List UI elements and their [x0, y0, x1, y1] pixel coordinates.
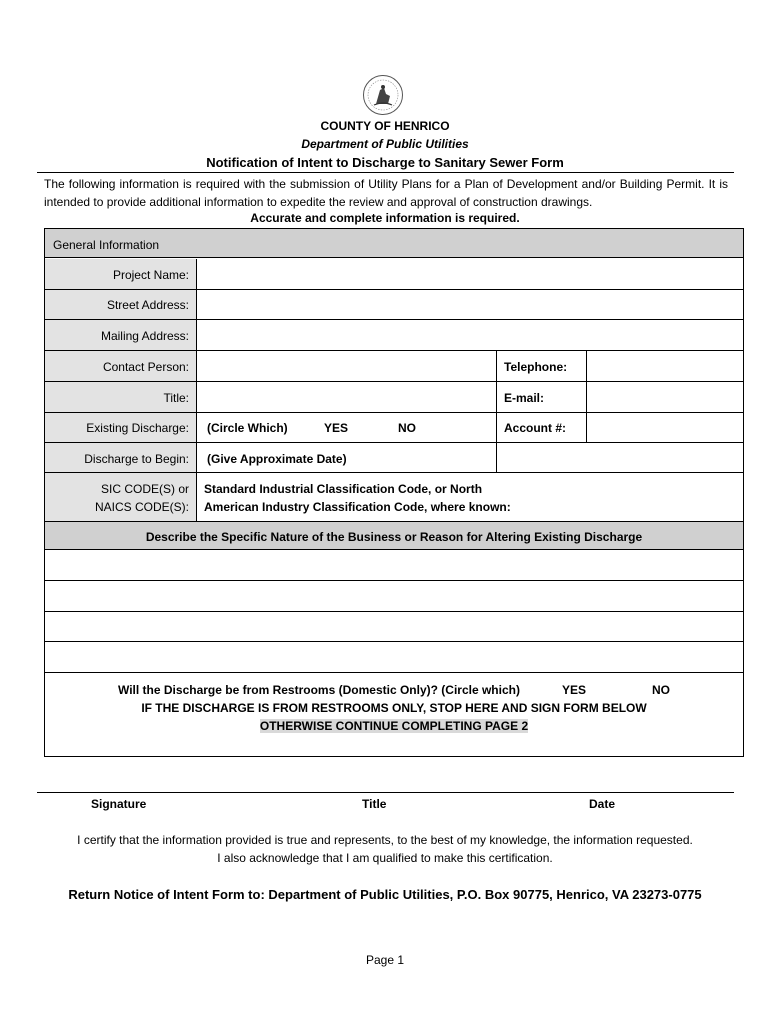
circle-which-hint: (Circle Which): [207, 421, 288, 435]
existing-discharge-no[interactable]: NO: [398, 421, 416, 435]
mailing-address-label: Mailing Address:: [100, 329, 189, 343]
project-name-label: Project Name:: [112, 268, 189, 282]
restrooms-instruction-1: IF THE DISCHARGE IS FROM RESTROOMS ONLY, STOP HERE AND SIGN FORM BELOW: [141, 701, 647, 715]
title-field[interactable]: [198, 382, 495, 411]
description-line-3[interactable]: [46, 612, 742, 640]
contact-person-label: Contact Person:: [102, 360, 189, 374]
column-divider: [496, 350, 497, 472]
header-divider: [37, 172, 734, 173]
restrooms-question: Will the Discharge be from Restrooms (Domestic Only)? (Circle which): [118, 683, 520, 697]
restrooms-instruction-2-wrap: [0, 719, 770, 733]
approx-date-hint: (Give Approximate Date): [207, 452, 347, 466]
signature-title-label: Title: [362, 797, 387, 811]
discharge-begin-field[interactable]: [498, 443, 742, 471]
telephone-label: Telephone:: [504, 360, 568, 374]
general-info-label: General Information: [53, 238, 160, 252]
return-notice: Return Notice of Intent Form to: Department of Public Utilities, P.O. Box 90775, Henrico, VA 23273-0775: [68, 887, 702, 902]
restrooms-no[interactable]: NO: [652, 683, 670, 697]
signature-label: Signature: [91, 797, 147, 811]
page-number: Page 1: [365, 953, 405, 967]
signature-date-label: Date: [589, 797, 616, 811]
intro-emphasis: Accurate and complete information is required.: [250, 211, 520, 225]
description-header: Describe the Specific Nature of the Business or Reason for Altering Existing Discharge: [145, 530, 643, 544]
account-field[interactable]: [588, 413, 742, 441]
restrooms-instruction-2: OTHERWISE CONTINUE COMPLETING PAGE 2: [259, 719, 529, 733]
discharge-begin-label: Discharge to Begin:: [84, 452, 189, 466]
email-field[interactable]: [588, 382, 742, 411]
title-label: Title:: [163, 391, 189, 405]
column-divider: [586, 350, 587, 442]
project-name-field[interactable]: [198, 260, 742, 288]
sic-code-field[interactable]: [520, 494, 742, 518]
description-line-4[interactable]: [46, 642, 742, 671]
account-label: Account #:: [504, 421, 567, 435]
signature-line[interactable]: [37, 792, 734, 793]
certification-line-1: I certify that the information provided is true and represents, to the best of my knowledge, the information requested.: [77, 833, 693, 847]
county-name: COUNTY OF HENRICO: [320, 119, 450, 133]
form-title: Notification of Intent to Discharge to Sanitary Sewer Form: [206, 155, 564, 170]
sic-description-2: American Industry Classification Code, where known:: [204, 500, 511, 514]
telephone-field[interactable]: [588, 351, 742, 380]
certification-line-2: I also acknowledge that I am qualified to make this certification.: [217, 851, 553, 865]
department-name: Department of Public Utilities: [301, 137, 469, 151]
street-address-label: Street Address:: [106, 298, 189, 312]
sic-code-label: SIC CODE(S) or: [100, 482, 189, 496]
intro-paragraph: The following information is required with the submission of Utility Plans for a Plan of Development and/or Building Permit. It is intended to provide additional information to expedite the review and approval of construction drawings.: [44, 177, 728, 209]
row-divider: [45, 672, 743, 673]
description-line-1[interactable]: [46, 551, 742, 579]
existing-discharge-yes[interactable]: YES: [324, 421, 349, 435]
contact-person-field[interactable]: [198, 351, 495, 380]
existing-discharge-label: Existing Discharge:: [86, 421, 189, 435]
sic-description-1: Standard Industrial Classification Code, or North: [204, 482, 483, 496]
email-label: E-mail:: [504, 391, 545, 405]
mailing-address-field[interactable]: [198, 320, 742, 349]
restrooms-yes[interactable]: YES: [562, 683, 587, 697]
row-divider: [45, 472, 743, 473]
description-line-2[interactable]: [46, 581, 742, 610]
street-address-field[interactable]: [198, 290, 742, 318]
county-seal-logo: [362, 74, 404, 116]
label-divider: [196, 259, 197, 521]
naics-code-label: NAICS CODE(S):: [94, 500, 189, 514]
